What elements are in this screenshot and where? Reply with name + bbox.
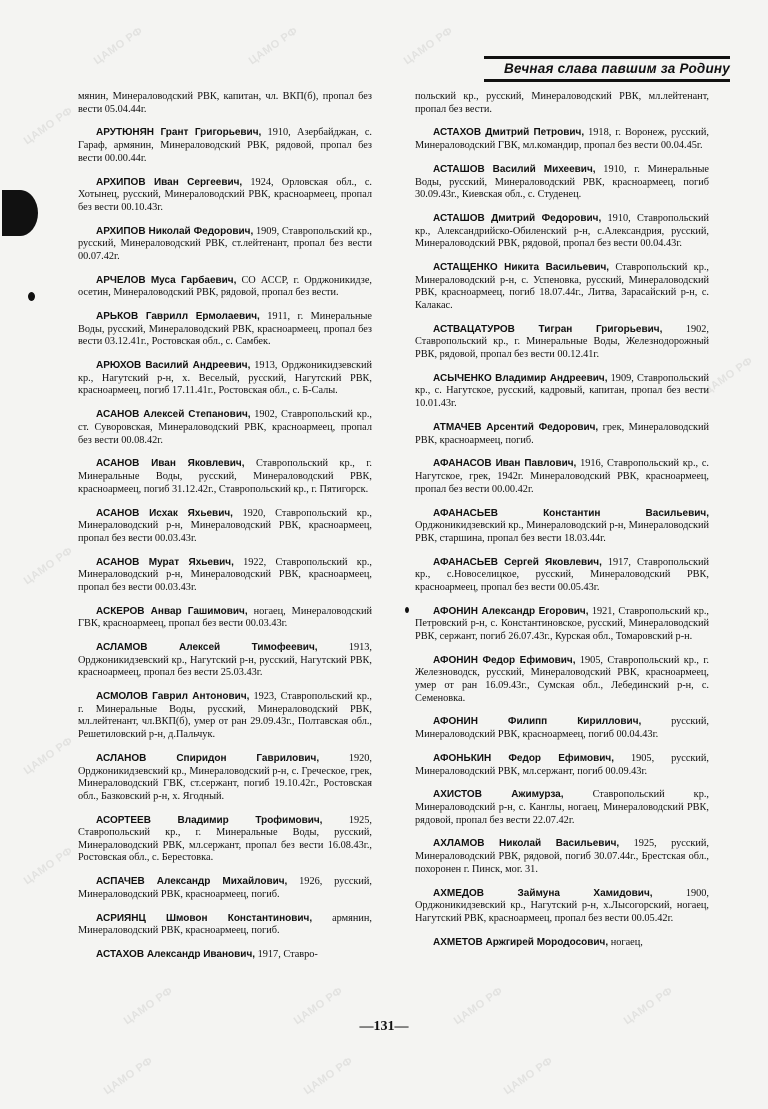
record-entry: [78, 876, 372, 901]
record-name: АХМЕТОВ Аржгирей Мородосович,: [433, 936, 609, 948]
record-entry: [415, 557, 709, 595]
record-name: АСОРТЕЕВ Владимир Трофимович,: [96, 814, 323, 826]
record-details: Ставропольский кр., г. Минеральные Воды, русский, Минераловодский РВК, красноармеец, погиб 31.12.42г., Ставропольский кр., г. Пятигорск.: [78, 458, 372, 495]
record-details: 1909, Ставропольский кр., русский, Минераловодский РВК, ст.лейтенант, пропал без вести 00.07.42г.: [78, 225, 372, 262]
record-details: 1910, Азербайджан, с. Гараф, армянин, Минераловодский РВК, рядовой, пропал без вести 00.00.44г.: [78, 127, 372, 164]
record-details: грек, Минераловодский РВК, красноармеец, погиб.: [415, 421, 709, 446]
record-entry: [415, 937, 709, 950]
record-details: 1921, Ставропольский кр., Петровский р-н, с. Константиновское, русский, Минераловодский РВК, сержант, погиб 26.07.43г., Курская обл., Томаровский р-н.: [415, 605, 710, 642]
record-details: 1910, г. Минеральные Воды, русский, Минераловодский РВК, красноармеец, погиб 30.09.43г., Киевская обл., с. Студенец.: [415, 163, 709, 201]
watermark-stamp: ЦАМО РФ: [291, 984, 346, 1028]
scan-speck: [28, 292, 35, 301]
record-name: АСАНОВ Мурат Яхьевич,: [96, 556, 234, 568]
record-name: АСПАЧЕВ Александр Михайлович,: [96, 876, 288, 888]
record-entry: [78, 458, 372, 496]
record-details: 1905, русский, Минераловодский РВК, мл.сержант, погиб 00.09.43г.: [415, 752, 709, 777]
record-entry: [415, 655, 709, 705]
record-name: АСАНОВ Иван Яковлевич,: [96, 458, 245, 470]
record-name: АСТАШОВ Василий Михеевич,: [433, 163, 596, 175]
record-details: СО АССР, г. Орджоникидзе, осетин, Минераловодский РВК, рядовой, пропал без вести.: [78, 274, 372, 299]
record-details: 1922, Ставропольский кр., Минераловодский р-н, Минераловодский РВК, красноармеец, пропал без вести 00.03.43г.: [78, 556, 372, 593]
record-details: польский кр., русский, Минераловодский РВК, мл.лейтенант, пропал без вести.: [415, 91, 709, 115]
record-entry: [78, 753, 372, 803]
record-name: АСКЕРОВ Анвар Гашимович,: [96, 605, 248, 617]
watermark-stamp: ЦАМО РФ: [21, 104, 76, 148]
record-entry: [415, 606, 709, 644]
record-details: 1917, Ставропольский кр., с.Новоселицкое, русский, Минераловодский РВК, красноармеец, пропал без вести 00.05.43г.: [415, 556, 709, 593]
record-entry: [78, 177, 372, 215]
record-entry: [78, 409, 372, 447]
record-entry: [78, 226, 372, 264]
record-name: АСЛАМОВ Алексей Тимофеевич,: [96, 642, 318, 654]
record-details: 1905, Ставропольский кр., г. Железноводск, русский, Минераловодский РВК, красноармеец, умер от ран 16.09.43г., Сумская обл., Лебединский р-н, с. Семеновка.: [415, 654, 709, 704]
record-details: 1916, Ставропольский кр., с. Нагутское, грек, 1942г. Минераловодский РВК, красноармеец, пропал без вести 00.00.42г.: [415, 458, 709, 495]
record-entry: [415, 789, 709, 827]
record-name: АРЧЕЛОВ Муса Гарбаевич,: [96, 274, 237, 286]
watermark-stamp: ЦАМО РФ: [301, 1054, 356, 1098]
record-name: АСЛАНОВ Спиридон Гаврилович,: [96, 752, 320, 764]
header-title: Вечная слава павшим за Родину: [504, 61, 730, 76]
record-name: АФОНЬКИН Федор Ефимович,: [433, 752, 615, 764]
record-name: АСТАЩЕНКО Никита Васильевич,: [433, 262, 610, 274]
record-entry: [78, 127, 372, 165]
record-entry: [415, 127, 709, 152]
record-name: АСЫЧЕНКО Владимир Андреевич,: [433, 372, 608, 384]
record-entry: [78, 275, 372, 300]
record-details: Ставропольский кр., Минераловодский р-н, с. Успеновка, русский, Минераловодский РВК, красноармеец, погиб 18.07.44г., Литва, Зарасайский р-н, с. Калакас.: [415, 262, 709, 311]
watermark-stamp: ЦАМО РФ: [246, 24, 301, 68]
record-entry: [78, 949, 372, 962]
record-entry: [78, 311, 372, 349]
record-entry: [415, 753, 709, 778]
record-name: АТМАЧЕВ Арсентий Федорович,: [433, 421, 599, 433]
record-details: 1920, Орджоникидзевский кр., Минераловодский р-н, с. Греческое, грек, Минераловодский ГВК, ст.сержант, погиб 19.10.42г., Ростовская обл., Базковский р-н, х. Ягодный.: [78, 752, 372, 802]
scan-speck: [405, 607, 409, 613]
record-name: АХИСТОВ Ажимурза,: [433, 789, 564, 801]
record-entry: [415, 838, 709, 876]
record-name: АСТАШОВ Дмитрий Федорович,: [433, 213, 602, 225]
record-name: АРУТЮНЯН Грант Григорьевич,: [96, 127, 262, 139]
page-header: [484, 56, 730, 82]
record-entry: [415, 508, 709, 546]
record-name: АСТАХОВ Дмитрий Петрович,: [433, 127, 585, 139]
record-details: ногаец, Минераловодский ГВК, красноармеец, пропал без вести 00.03.43г.: [78, 605, 373, 630]
record-name: АСМОЛОВ Гаврил Антонович,: [96, 691, 250, 703]
record-entry: [78, 815, 372, 865]
record-name: АХЛАМОВ Николай Васильевич,: [433, 838, 620, 850]
record-details: 1902, Ставропольский кр., ст. Суворовская, Минераловодский РВК, красноармеец, пропал без вести 00.08.42г.: [78, 409, 372, 446]
record-details: 1923, Ставропольский кр., г. Минеральные Воды, русский, Минераловодский РВК, мл.лейтенант, чл.ВКП(б), умер от ран 29.09.43г., Полтавская обл., Решетиловский р-н, д.Пальчук.: [78, 691, 372, 741]
record-entry: [78, 91, 372, 116]
record-details: 1918, г. Воронеж, русский, Минераловодский ГВК, мл.командир, пропал без вести 00.04.45г.: [415, 127, 709, 152]
record-details: 1911, г. Минеральные Воды, русский, Минераловодский РВК, красноармеец, пропал без вести 03.12.41г., Ростовская обл., с. Самбек.: [78, 311, 372, 348]
record-name: АФАНАСОВ Иван Павлович,: [433, 458, 577, 470]
record-details: русский, Минераловодский РВК, красноармеец, погиб 00.04.43г.: [415, 716, 709, 741]
watermark-stamp: ЦАМО РФ: [401, 24, 456, 68]
record-name: АФАНАСЬЕВ Сергей Яковлевич,: [433, 556, 602, 568]
record-details: ногаец,: [608, 936, 643, 948]
record-details: 1909, Ставропольский кр., с. Нагутское, русский, кадровый, капитан, пропал без вести 10.01.43г.: [415, 372, 709, 410]
record-details: мянин, Минераловодский РВК, капитан, чл. ВКП(б), пропал без вести 05.04.44г.: [78, 91, 372, 115]
record-entry: [415, 716, 709, 741]
record-entry: [78, 691, 372, 741]
right-column: [415, 91, 709, 961]
record-entry: [78, 913, 372, 938]
watermark-stamp: ЦАМО РФ: [21, 544, 76, 588]
record-entry: [415, 422, 709, 447]
binder-hole: [2, 190, 38, 236]
watermark-stamp: ЦАМО РФ: [101, 1054, 156, 1098]
record-name: АСТВАЦАТУРОВ Тигран Григорьевич,: [433, 323, 663, 335]
record-entry: [415, 324, 709, 362]
record-name: АРЮХОВ Василий Андреевич,: [96, 360, 251, 372]
record-name: АФАНАСЬЕВ Константин Васильевич,: [433, 507, 709, 519]
record-details: 1924, Орловская обл., с. Хотынец, русский, Минераловодский РВК, красноармеец, пропал без вести 00.10.43г.: [78, 176, 372, 213]
watermark-stamp: ЦАМО РФ: [501, 1054, 556, 1098]
record-details: Ставропольский кр., Минераловодский р-н, с. Канглы, ногаец, Минераловодский РВК, рядовой, пропал без вести 22.07.42г.: [415, 789, 709, 826]
record-details: 1913, Орджоникидзевский кр., Нагутский р-н, х. Веселый, русский, Нагутский РВК, красноармеец, погиб 17.11.41г., Ростовская обл., с. Б-Салы.: [78, 360, 372, 397]
record-name: АХМЕДОВ Займуна Хамидович,: [433, 887, 653, 899]
record-details: 1910, Ставропольский кр., Александрийско-Обиленский р-н, с.Александрия, русский, Минераловодский РВК, рядовой, пропал без вести 00.04.43г.: [415, 213, 710, 250]
record-details: 1920, Ставропольский кр., Минераловодский р-н, Минераловодский РВК, красноармеец, пропал без вести 00.03.43г.: [78, 507, 372, 544]
record-details: 1925, русский, Минераловодский РВК, рядовой, погиб 30.07.44г., Брестская обл., похоронен г. Пинск, мог. 31.: [415, 838, 709, 875]
watermark-stamp: ЦАМО РФ: [21, 844, 76, 888]
record-name: АСТАХОВ Александр Иванович,: [96, 949, 256, 961]
record-name: АСАНОВ Алексей Степанович,: [96, 409, 251, 421]
record-details: 1925, Ставропольский кр., г. Минеральные Воды, русский, Минераловодский РВК, мл.сержант, пропал без вести 16.08.43г., Ростовская обл., с. Берестовка.: [78, 814, 372, 864]
record-details: армянин, Минераловодский РВК, красноармеец, погиб.: [78, 912, 373, 937]
record-details: 1917, Ставро-: [255, 949, 318, 961]
watermark-stamp: ЦАМО РФ: [91, 24, 146, 68]
record-name: АРЬКОВ Гаврилл Ермолаевич,: [96, 311, 260, 323]
record-entry: [415, 373, 709, 411]
left-column: [78, 91, 372, 973]
record-entry: [415, 888, 709, 926]
record-entry: [78, 557, 372, 595]
record-entry: [415, 164, 709, 202]
record-name: АРХИПОВ Николай Федорович,: [96, 225, 254, 237]
record-entry: [78, 642, 372, 680]
record-name: АФОНИН Александр Егорович,: [433, 605, 589, 617]
record-entry: [415, 458, 709, 496]
record-name: АСРИЯНЦ Шмовон Константинович,: [96, 912, 313, 924]
record-name: АФОНИН Филипп Кириллович,: [433, 716, 642, 728]
record-entry: [78, 360, 372, 398]
record-details: 1926, русский, Минераловодский РВК, красноармеец, погиб.: [78, 876, 373, 900]
record-name: АСАНОВ Исхак Яхьевич,: [96, 507, 233, 519]
record-entry: [415, 213, 709, 251]
watermark-stamp: ЦАМО РФ: [121, 984, 176, 1028]
watermark-stamp: ЦАМО РФ: [21, 734, 76, 778]
record-entry: [78, 508, 372, 546]
record-entry: [415, 262, 709, 312]
record-name: АФОНИН Федор Ефимович,: [433, 654, 576, 666]
record-details: Орджоникидзевский кр., Минераловодский р-н, Минераловодский РВК, старшина, пропал без вести 18.03.44г.: [415, 520, 709, 544]
record-entry: [78, 606, 372, 631]
record-details: 1900, Орджоникидзевский кр., Нагутский р-н, х.Лысогорский, ногаец, Нагутский РВК, красноармеец, пропал без вести 00.05.42г.: [415, 887, 709, 924]
page-number: —131—: [359, 1019, 409, 1034]
watermark-stamp: ЦАМО РФ: [701, 354, 756, 398]
record-details: 1913, Орджоникидзевский кр., Нагутский р-н, русский, Нагутский РВК, красноармеец, пропал без вести 25.03.43г.: [78, 642, 372, 679]
watermark-stamp: ЦАМО РФ: [451, 984, 506, 1028]
record-entry: [415, 91, 709, 116]
record-details: 1902, Ставропольский кр., г. Минеральные Воды, Железнодорожный РВК, рядовой, пропал без вести 00.12.41г.: [415, 323, 709, 360]
watermark-stamp: ЦАМО РФ: [621, 984, 676, 1028]
record-name: АРХИПОВ Иван Сергеевич,: [96, 176, 243, 188]
